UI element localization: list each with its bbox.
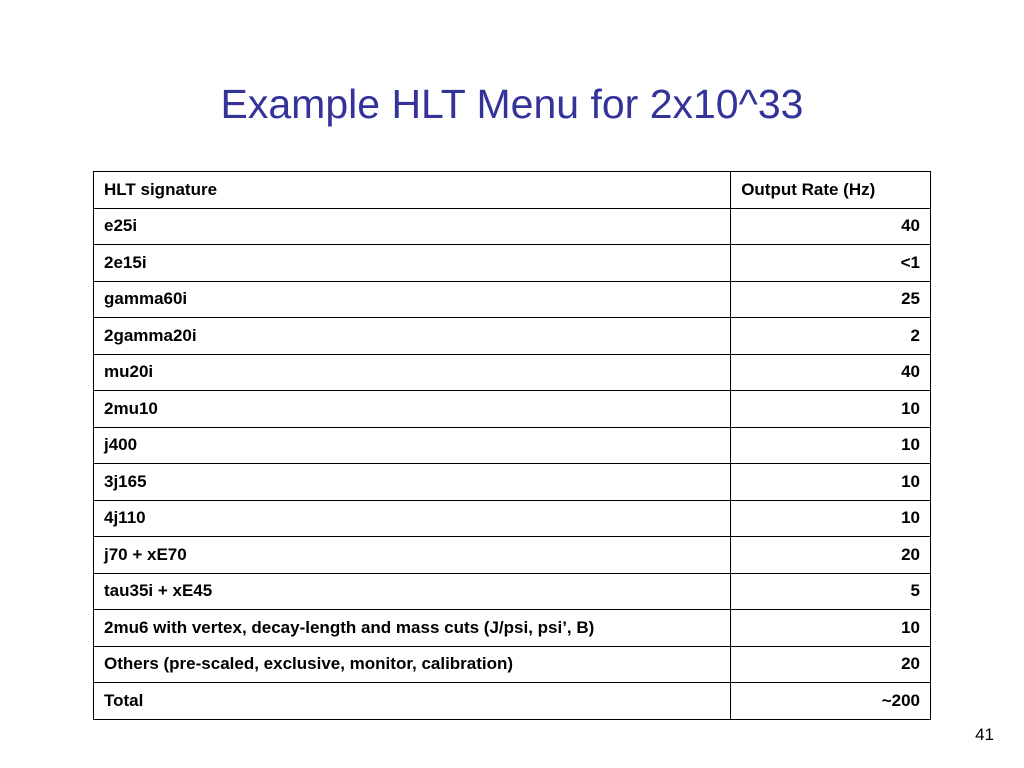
signature-cell: 4j110 [94, 500, 731, 537]
table-row [94, 537, 931, 574]
table-row [94, 318, 931, 355]
table-total-row [94, 683, 931, 720]
page-number: 41 [975, 725, 994, 744]
signature-cell: j70 + xE70 [94, 537, 731, 574]
hlt-menu-table [93, 171, 931, 720]
rate-cell: 20 [731, 646, 931, 683]
rate-cell: <1 [731, 245, 931, 282]
table-header-row [94, 172, 931, 209]
rate-cell: 10 [731, 500, 931, 537]
table-row [94, 354, 931, 391]
rate-cell: 10 [731, 427, 931, 464]
slide-title: Example HLT Menu for 2x10^33 [220, 81, 804, 127]
table-row [94, 500, 931, 537]
signature-cell: e25i [94, 208, 731, 245]
rate-cell: 5 [731, 573, 931, 610]
signature-cell: mu20i [94, 354, 731, 391]
table-row [94, 646, 931, 683]
signature-cell: 2mu6 with vertex, decay-length and mass cuts (J/psi, psi’, B) [94, 610, 731, 647]
header-signature: HLT signature [94, 172, 731, 209]
table-row [94, 391, 931, 428]
total-label-cell: Total [94, 683, 731, 720]
table-row [94, 427, 931, 464]
signature-cell: 2gamma20i [94, 318, 731, 355]
signature-cell: 2e15i [94, 245, 731, 282]
signature-cell: Others (pre-scaled, exclusive, monitor, calibration) [94, 646, 731, 683]
table-row [94, 208, 931, 245]
table-row [94, 610, 931, 647]
rate-cell: 10 [731, 391, 931, 428]
header-output-rate: Output Rate (Hz) [731, 172, 931, 209]
table-row [94, 245, 931, 282]
signature-cell: tau35i + xE45 [94, 573, 731, 610]
rate-cell: 20 [731, 537, 931, 574]
rate-cell: 25 [731, 281, 931, 318]
table-row [94, 281, 931, 318]
signature-cell: 2mu10 [94, 391, 731, 428]
table-row [94, 464, 931, 501]
rate-cell: 40 [731, 354, 931, 391]
rate-cell: 10 [731, 464, 931, 501]
table-row [94, 573, 931, 610]
signature-cell: gamma60i [94, 281, 731, 318]
signature-cell: j400 [94, 427, 731, 464]
rate-cell: 2 [731, 318, 931, 355]
signature-cell: 3j165 [94, 464, 731, 501]
total-rate-cell: ~200 [731, 683, 931, 720]
rate-cell: 10 [731, 610, 931, 647]
rate-cell: 40 [731, 208, 931, 245]
